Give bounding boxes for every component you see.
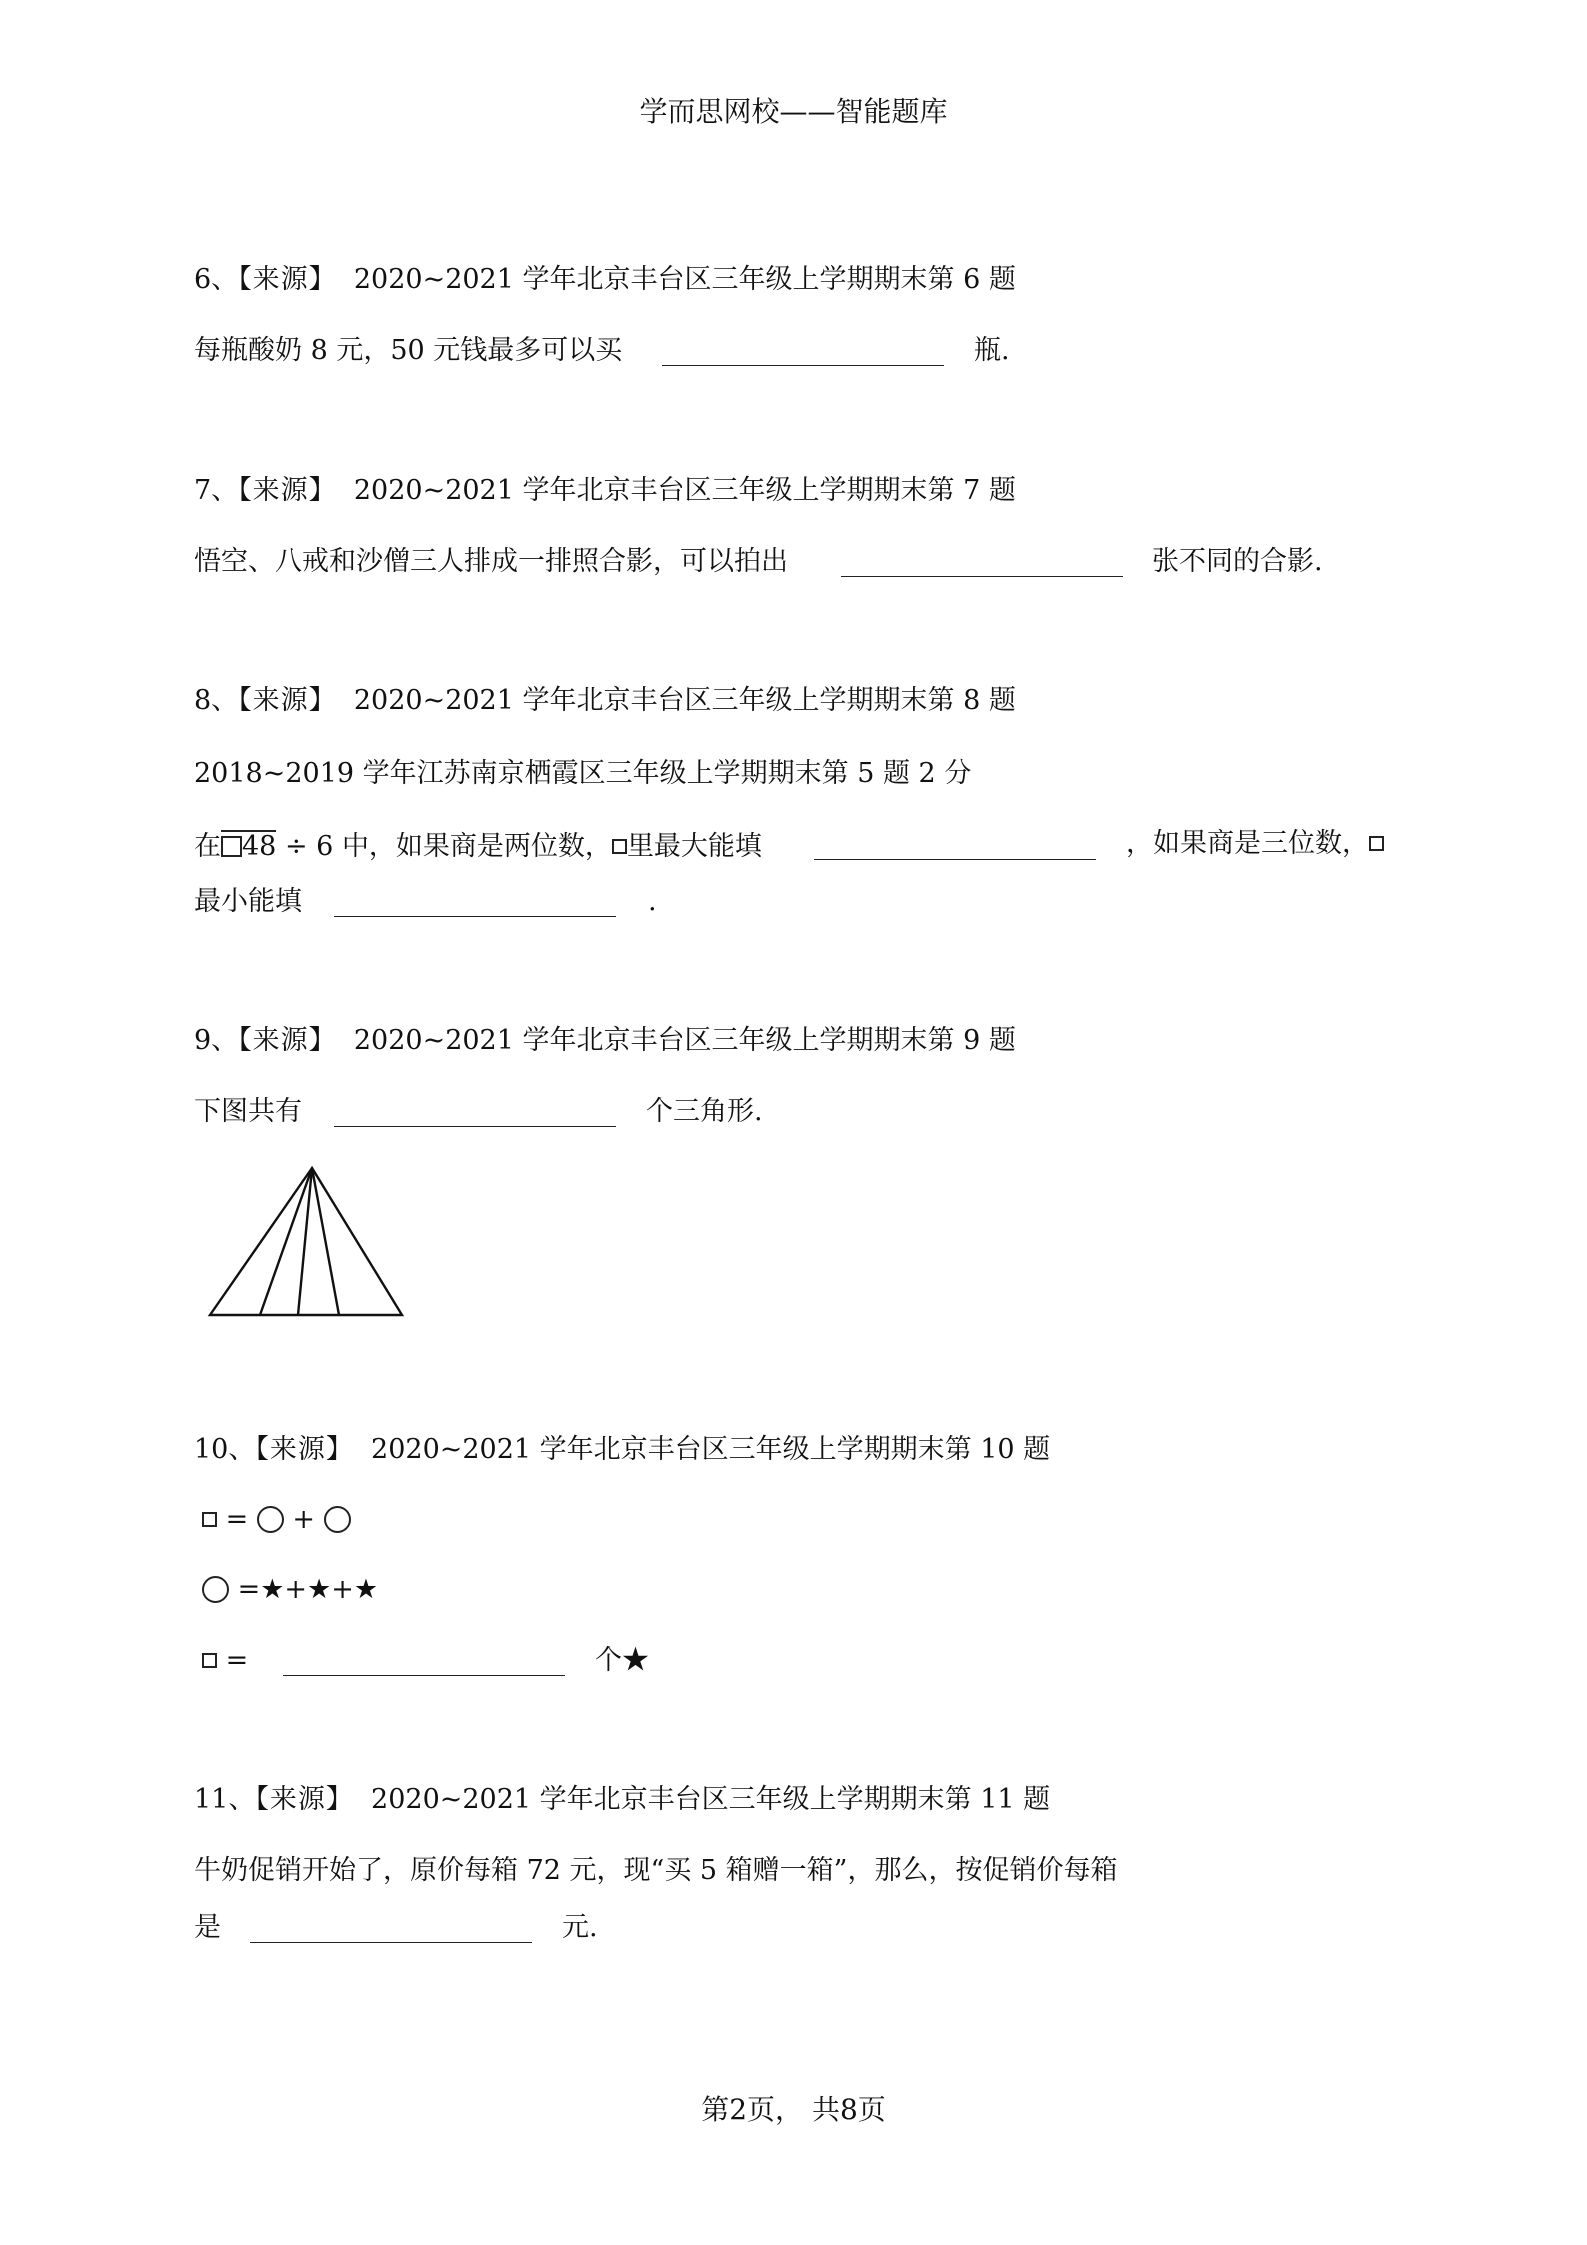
source-text: 2020~2021 学年北京丰台区三年级上学期期末第 11 题 — [371, 1784, 1051, 1815]
answer-blank[interactable] — [283, 1675, 565, 1676]
question-7-text: 悟空、八戒和沙僧三人排成一排照合影，可以拍出 — [194, 546, 788, 577]
question-number: 10、 — [194, 1434, 256, 1465]
plus-sign: + — [292, 1504, 316, 1535]
square-icon — [1369, 836, 1384, 851]
question-9-text-after: 个三角形. — [646, 1096, 763, 1127]
source-text: 2020~2021 学年北京丰台区三年级上学期期末第 8 题 — [353, 685, 1016, 716]
question-11-line-2: 是 — [194, 1912, 221, 1943]
equation-2 — [202, 1576, 378, 1603]
text-c: ，如果商是三位数， — [1126, 828, 1369, 859]
source-text: 2020~2021 学年北京丰台区三年级上学期期末第 10 题 — [371, 1434, 1051, 1465]
question-number: 11、 — [194, 1784, 256, 1815]
text-a: 中，如果商是两位数， — [341, 831, 612, 862]
dividend-digits: 48 — [242, 831, 277, 862]
circle-icon — [202, 1576, 229, 1603]
circle-icon — [324, 1506, 351, 1533]
square-icon — [612, 839, 627, 854]
question-11-source-line — [194, 1786, 1050, 1813]
page-footer: 第2页， 共8页 — [701, 2093, 886, 2126]
text-b: 里最大能填 — [626, 831, 762, 862]
question-8-line-1-tail — [1126, 830, 1384, 857]
answer-blank[interactable] — [662, 365, 944, 366]
star-sum: =★+★+★ — [237, 1574, 379, 1605]
source-tag: 【来源】 — [238, 1025, 337, 1056]
source-text: 2020~2021 学年北京丰台区三年级上学期期末第 7 题 — [353, 475, 1016, 506]
question-6-source-line — [194, 266, 1016, 293]
answer-blank[interactable] — [814, 859, 1096, 860]
question-8-text-end: . — [648, 886, 657, 917]
question-6-text-after: 瓶. — [974, 335, 1010, 366]
answer-blank[interactable] — [334, 1126, 616, 1127]
source-text: 2020~2021 学年北京丰台区三年级上学期期末第 6 题 — [353, 264, 1016, 295]
equals-sign: = — [225, 1645, 249, 1676]
square-icon — [202, 1512, 217, 1527]
question-8-source-line — [194, 687, 1016, 714]
digit-box-icon — [221, 836, 242, 857]
source-tag: 【来源】 — [238, 475, 337, 506]
question-11-line-2-after: 元. — [562, 1912, 598, 1943]
source-tag: 【来源】 — [238, 685, 337, 716]
source-text: 2020~2021 学年北京丰台区三年级上学期期末第 9 题 — [353, 1025, 1016, 1056]
divisor: ÷ 6 — [284, 831, 334, 862]
question-7-text-after: 张不同的合影. — [1152, 546, 1323, 577]
question-8-line-1 — [194, 830, 762, 860]
triangle-figure — [200, 1160, 420, 1320]
answer-blank[interactable] — [334, 916, 616, 917]
question-9-source-line — [194, 1027, 1016, 1054]
source-tag: 【来源】 — [255, 1434, 354, 1465]
expr-prefix: 在 — [194, 831, 221, 862]
equation-3 — [202, 1647, 248, 1674]
question-number: 9、 — [194, 1025, 239, 1056]
question-11-line-1: 牛奶促销开始了，原价每箱 72 元，现“买 5 箱赠一箱”，那么，按促销价每箱 — [194, 1855, 1118, 1886]
equals-sign: = — [225, 1504, 249, 1535]
dividend-overline — [221, 830, 276, 860]
square-icon — [202, 1653, 217, 1668]
question-10-source-line — [194, 1436, 1050, 1463]
source-tag: 【来源】 — [238, 264, 337, 295]
equation-3-after: 个★ — [595, 1645, 649, 1676]
question-8-source-2: 2018~2019 学年江苏南京栖霞区三年级上学期期末第 5 题 2 分 — [194, 758, 972, 789]
source-tag: 【来源】 — [255, 1784, 354, 1815]
equation-1 — [202, 1506, 351, 1533]
question-7-source-line — [194, 477, 1016, 504]
answer-blank[interactable] — [250, 1942, 532, 1943]
question-9-text: 下图共有 — [194, 1096, 302, 1127]
question-number: 7、 — [194, 475, 239, 506]
page-header: 学而思网校——智能题库 — [639, 95, 948, 128]
circle-icon — [257, 1506, 284, 1533]
question-number: 6、 — [194, 264, 239, 295]
question-number: 8、 — [194, 685, 239, 716]
question-8-text-d: 最小能填 — [194, 886, 302, 917]
answer-blank[interactable] — [841, 576, 1123, 577]
question-6-text: 每瓶酸奶 8 元，50 元钱最多可以买 — [194, 335, 623, 366]
